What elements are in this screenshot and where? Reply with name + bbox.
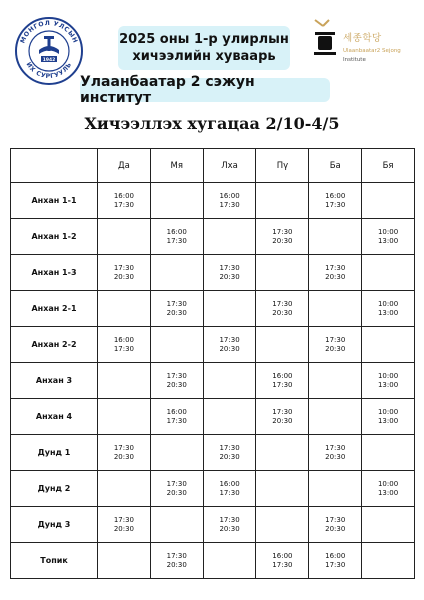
schedule-cell bbox=[150, 291, 203, 327]
end-time: 17:30 bbox=[166, 236, 187, 245]
end-time: 13:00 bbox=[377, 416, 399, 425]
schedule-cell bbox=[256, 327, 309, 363]
column-header-day: Лха bbox=[203, 149, 256, 183]
title-line-2: хичээлийн хуваарь bbox=[132, 49, 276, 64]
table-row bbox=[11, 543, 415, 579]
start-time: 10:00 bbox=[377, 299, 399, 308]
university-logo bbox=[14, 16, 84, 86]
schedule-cell bbox=[150, 363, 203, 399]
schedule-cell bbox=[256, 183, 309, 219]
end-time: 17:30 bbox=[325, 200, 346, 209]
schedule-cell bbox=[203, 435, 256, 471]
schedule-cell bbox=[150, 219, 203, 255]
end-time: 17:30 bbox=[272, 380, 293, 389]
class-level-label: Дунд 3 bbox=[11, 507, 98, 543]
sejong-sub-line: Institute bbox=[343, 57, 366, 63]
start-time: 17:30 bbox=[113, 515, 134, 524]
schedule-cell bbox=[256, 399, 309, 435]
schedule-cell bbox=[203, 543, 256, 579]
schedule-cell bbox=[150, 471, 203, 507]
schedule-cell bbox=[203, 183, 256, 219]
start-time: 17:30 bbox=[166, 479, 187, 488]
table-row bbox=[11, 255, 415, 291]
schedule-cell bbox=[150, 399, 203, 435]
end-time: 20:30 bbox=[113, 272, 134, 281]
end-time: 20:30 bbox=[219, 344, 240, 353]
start-time: 17:30 bbox=[166, 371, 187, 380]
start-time: 17:30 bbox=[325, 263, 346, 272]
start-time: 10:00 bbox=[377, 227, 399, 236]
end-time: 17:30 bbox=[113, 344, 134, 353]
schedule-cell bbox=[203, 363, 256, 399]
sejong-wordmark: 세종학당 bbox=[343, 33, 382, 44]
end-time: 20:30 bbox=[166, 560, 187, 569]
table-row bbox=[11, 219, 415, 255]
schedule-cell bbox=[150, 507, 203, 543]
logo-year: 1942 bbox=[42, 58, 56, 63]
schedule-cell bbox=[203, 255, 256, 291]
end-time: 13:00 bbox=[377, 308, 399, 317]
class-level-label: Анхан 4 bbox=[11, 399, 98, 435]
schedule-cell bbox=[309, 183, 362, 219]
end-time: 20:30 bbox=[325, 524, 346, 533]
start-time: 10:00 bbox=[377, 371, 399, 380]
schedule-cell bbox=[256, 219, 309, 255]
schedule-cell bbox=[309, 399, 362, 435]
end-time: 17:30 bbox=[325, 560, 346, 569]
schedule-cell bbox=[362, 255, 415, 291]
table-row bbox=[11, 363, 415, 399]
schedule-cell bbox=[150, 255, 203, 291]
sejong-institute-logo bbox=[309, 16, 413, 68]
start-time: 17:30 bbox=[113, 263, 134, 272]
schedule-cell bbox=[203, 327, 256, 363]
table-row bbox=[11, 183, 415, 219]
schedule-cell bbox=[362, 219, 415, 255]
start-time: 17:30 bbox=[325, 335, 346, 344]
schedule-cell bbox=[203, 399, 256, 435]
schedule-cell bbox=[256, 507, 309, 543]
start-time: 16:00 bbox=[272, 371, 293, 380]
svg-text:МОНГОЛ УЛСЫН: МОНГОЛ УЛСЫН bbox=[19, 19, 79, 45]
schedule-cell bbox=[98, 291, 151, 327]
end-time: 20:30 bbox=[166, 488, 187, 497]
schedule-cell bbox=[309, 435, 362, 471]
schedule-cell bbox=[309, 471, 362, 507]
class-level-label: Анхан 1-3 bbox=[11, 255, 98, 291]
end-time: 20:30 bbox=[113, 452, 134, 461]
schedule-cell bbox=[256, 255, 309, 291]
page-title bbox=[118, 26, 290, 70]
schedule-cell bbox=[362, 291, 415, 327]
table-row bbox=[11, 291, 415, 327]
end-time: 20:30 bbox=[272, 416, 293, 425]
start-time: 16:00 bbox=[166, 227, 187, 236]
class-level-label: Дунд 2 bbox=[11, 471, 98, 507]
table-row bbox=[11, 507, 415, 543]
start-time: 16:00 bbox=[219, 191, 240, 200]
table-row bbox=[11, 327, 415, 363]
end-time: 20:30 bbox=[325, 452, 346, 461]
end-time: 13:00 bbox=[377, 380, 399, 389]
end-time: 20:30 bbox=[166, 308, 187, 317]
schedule-cell bbox=[256, 471, 309, 507]
schedule-cell bbox=[362, 363, 415, 399]
term-dates: Хичээллэх хугацаа 2/10-4/5 bbox=[84, 114, 340, 133]
end-time: 20:30 bbox=[272, 236, 293, 245]
schedule-cell bbox=[256, 291, 309, 327]
schedule-cell bbox=[309, 219, 362, 255]
start-time: 10:00 bbox=[377, 407, 399, 416]
institute-name: Улаанбаатар 2 сэжун институт bbox=[80, 78, 330, 102]
start-time: 17:30 bbox=[219, 263, 240, 272]
column-header-day: Бя bbox=[362, 149, 415, 183]
schedule-cell bbox=[362, 471, 415, 507]
end-time: 17:30 bbox=[272, 560, 293, 569]
column-header-day: Ба bbox=[309, 149, 362, 183]
schedule-cell bbox=[98, 471, 151, 507]
column-header-day: Да bbox=[98, 149, 151, 183]
schedule-cell bbox=[203, 471, 256, 507]
start-time: 17:30 bbox=[219, 515, 240, 524]
schedule-cell bbox=[309, 363, 362, 399]
end-time: 20:30 bbox=[325, 344, 346, 353]
start-time: 17:30 bbox=[272, 227, 293, 236]
end-time: 17:30 bbox=[166, 416, 187, 425]
schedule-table bbox=[10, 148, 415, 579]
schedule-cell bbox=[256, 543, 309, 579]
schedule-cell bbox=[98, 219, 151, 255]
schedule-cell bbox=[256, 363, 309, 399]
start-time: 17:30 bbox=[219, 443, 240, 452]
column-header-day: Пү bbox=[256, 149, 309, 183]
schedule-cell bbox=[362, 507, 415, 543]
start-time: 17:30 bbox=[272, 407, 293, 416]
schedule-cell bbox=[98, 543, 151, 579]
start-time: 10:00 bbox=[377, 479, 399, 488]
schedule-cell bbox=[362, 183, 415, 219]
end-time: 17:30 bbox=[113, 200, 134, 209]
end-time: 20:30 bbox=[219, 272, 240, 281]
start-time: 17:30 bbox=[166, 299, 187, 308]
schedule-cell bbox=[203, 291, 256, 327]
schedule-cell bbox=[362, 327, 415, 363]
title-line-1: 2025 оны 1-р улирлын bbox=[119, 32, 289, 47]
schedule-cell bbox=[309, 255, 362, 291]
schedule-cell bbox=[256, 435, 309, 471]
schedule-cell bbox=[98, 255, 151, 291]
schedule-cell bbox=[98, 435, 151, 471]
schedule-cell bbox=[150, 435, 203, 471]
schedule-cell bbox=[203, 219, 256, 255]
end-time: 20:30 bbox=[166, 380, 187, 389]
svg-text:ИХ СУРГУУЛЬ: ИХ СУРГУУЛЬ bbox=[24, 61, 74, 81]
end-time: 17:30 bbox=[219, 488, 240, 497]
class-level-label: Топик bbox=[11, 543, 98, 579]
column-header-day: Мя bbox=[150, 149, 203, 183]
start-time: 17:30 bbox=[325, 443, 346, 452]
table-row bbox=[11, 471, 415, 507]
start-time: 16:00 bbox=[113, 191, 134, 200]
schedule-cell bbox=[362, 399, 415, 435]
end-time: 20:30 bbox=[272, 308, 293, 317]
schedule-cell bbox=[203, 507, 256, 543]
schedule-cell bbox=[98, 399, 151, 435]
schedule-cell bbox=[150, 183, 203, 219]
schedule-cell bbox=[150, 543, 203, 579]
start-time: 17:30 bbox=[166, 551, 187, 560]
schedule-cell bbox=[309, 291, 362, 327]
end-time: 20:30 bbox=[219, 452, 240, 461]
schedule-cell bbox=[362, 543, 415, 579]
schedule-cell bbox=[98, 327, 151, 363]
start-time: 17:30 bbox=[272, 299, 293, 308]
end-time: 20:30 bbox=[113, 524, 134, 533]
column-header-empty bbox=[11, 149, 98, 183]
start-time: 17:30 bbox=[325, 515, 346, 524]
start-time: 16:00 bbox=[272, 551, 293, 560]
start-time: 16:00 bbox=[325, 191, 346, 200]
class-level-label: Дунд 1 bbox=[11, 435, 98, 471]
table-row bbox=[11, 399, 415, 435]
schedule-cell bbox=[309, 327, 362, 363]
schedule-cell bbox=[98, 507, 151, 543]
table-row bbox=[11, 435, 415, 471]
start-time: 17:30 bbox=[113, 443, 134, 452]
table-header-row bbox=[11, 149, 415, 183]
start-time: 16:00 bbox=[166, 407, 187, 416]
schedule-cell bbox=[150, 327, 203, 363]
end-time: 17:30 bbox=[219, 200, 240, 209]
end-time: 13:00 bbox=[377, 488, 399, 497]
schedule-cell bbox=[309, 543, 362, 579]
schedule-cell bbox=[362, 435, 415, 471]
end-time: 20:30 bbox=[219, 524, 240, 533]
schedule-cell bbox=[98, 363, 151, 399]
start-time: 16:00 bbox=[113, 335, 134, 344]
class-level-label: Анхан 1-2 bbox=[11, 219, 98, 255]
schedule-cell bbox=[309, 507, 362, 543]
class-level-label: Анхан 2-2 bbox=[11, 327, 98, 363]
end-time: 13:00 bbox=[377, 236, 399, 245]
end-time: 20:30 bbox=[325, 272, 346, 281]
class-level-label: Анхан 1-1 bbox=[11, 183, 98, 219]
class-level-label: Анхан 3 bbox=[11, 363, 98, 399]
class-level-label: Анхан 2-1 bbox=[11, 291, 98, 327]
start-time: 17:30 bbox=[219, 335, 240, 344]
schedule-cell bbox=[98, 183, 151, 219]
start-time: 16:00 bbox=[219, 479, 240, 488]
start-time: 16:00 bbox=[325, 551, 346, 560]
sejong-name-line: Ulaanbaatar2 Sejong bbox=[343, 48, 401, 54]
